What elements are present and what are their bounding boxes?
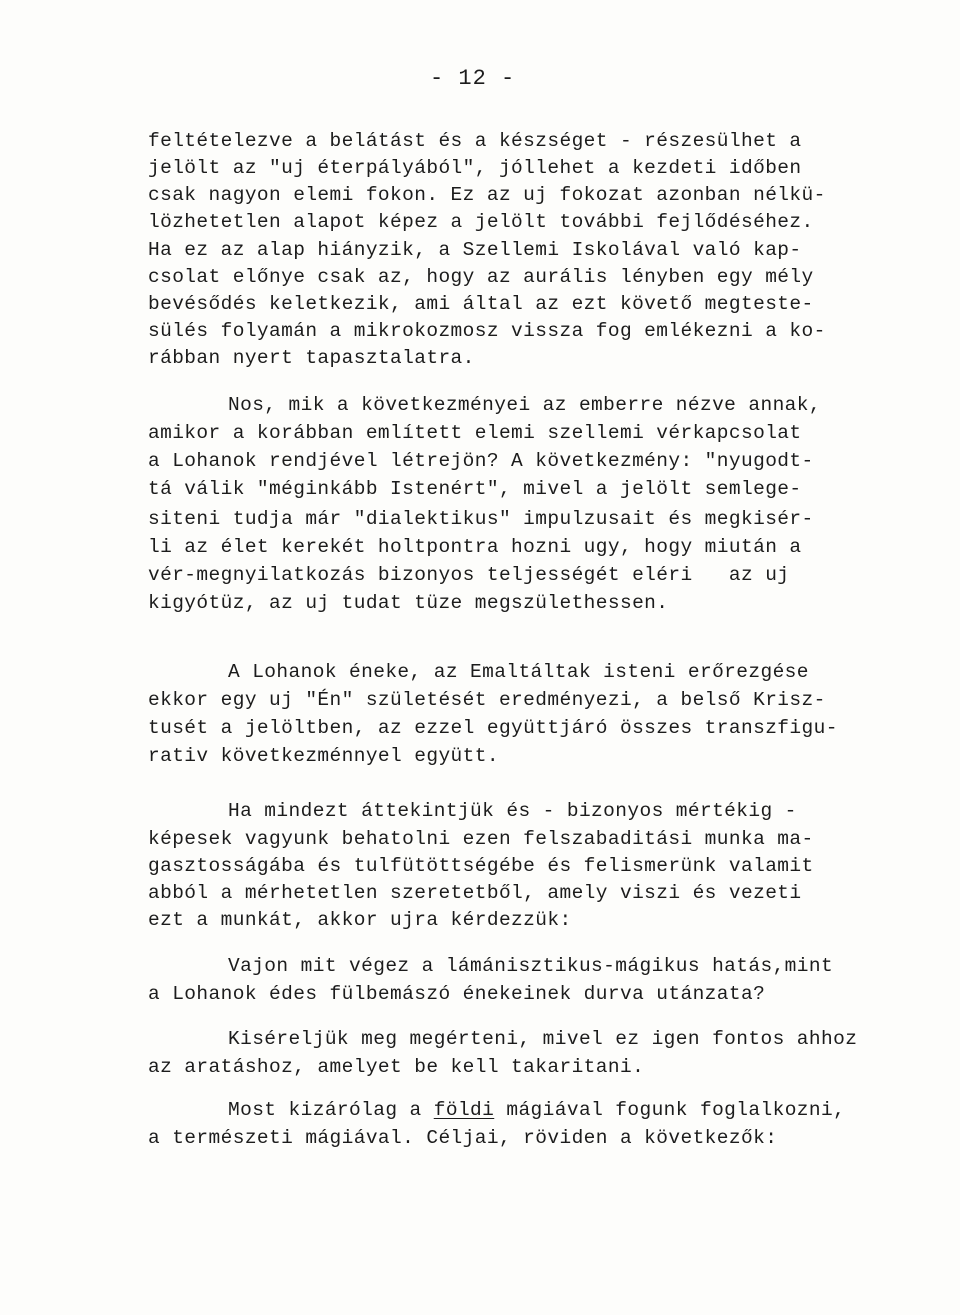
text-line: képesek vagyunk behatolni ezen felszabaditási munka ma- [148,828,814,850]
text-line: ezt a munkát, akkor ujra kérdezzük: [148,909,572,931]
text-line: bevésődés keletkezik, ami által az ezt követő megteste- [148,293,814,315]
text-line: tá válik "méginkább Istenért", mivel a jelölt semlege- [148,478,802,500]
text-line: kigyótüz, az uj tudat tüze megszülethessen. [148,592,669,614]
text-line: jelölt az "uj éterpályából", jóllehet a kezdeti időben [148,157,802,179]
text-line: lözhetetlen alapot képez a jelölt további fejlődéséhez. [148,211,814,233]
text-line: gasztosságába és tulfütöttségébe és felismerünk valamit [148,855,814,877]
text-line: siteni tudja már "dialektikus" impulzusait és megkisér- [148,508,814,530]
text-line: rábban nyert tapasztalatra. [148,347,475,369]
text-line: li az élet kerekét holtpontra hozni ugy, hogy miután a [148,536,802,558]
text-line: A Lohanok éneke, az Emaltáltak isteni erőrezgése [228,661,809,683]
text-line: Kiséreljük meg megérteni, mivel ez igen fontos ahhoz [228,1028,858,1050]
text-line: az aratáshoz, amelyet be kell takaritani. [148,1056,645,1078]
text-line: tusét a jelöltben, az ezzel együttjáró összes transzfigu- [148,717,838,739]
text-line: csak nagyon elemi fokon. Ez az uj fokozat azonban nélkü- [148,184,826,206]
text-line: sülés folyamán a mikrokozmosz vissza fog emlékezni a ko- [148,320,826,342]
page-number: - 12 - [430,66,516,91]
text-line: ekkor egy uj "Én" születését eredményezi, a belső Krisz- [148,689,826,711]
text-line: a Lohanok édes fülbemászó énekeinek durva utánzata? [148,983,766,1005]
text-line: Ha ez az alap hiányzik, a Szellemi Iskolával való kap- [148,239,802,261]
text-line: a természeti mágiával. Céljai, röviden a következők: [148,1127,778,1149]
text-run: Most kizárólag a [228,1099,434,1121]
text-run: mágiával fogunk foglalkozni, [494,1099,846,1121]
text-line: rativ következménnyel együtt. [148,745,499,767]
text-line: Vajon mit végez a lámánisztikus-mágikus hatás,mint [228,955,834,977]
text-line: a Lohanok rendjével létrejön? A következmény: "nyugodt- [148,450,814,472]
text-line: csolat előnye csak az, hogy az aurális lényben egy mély [148,266,814,288]
underlined-word: földi [433,1099,495,1121]
text-line: vér-megnyilatkozás bizonyos teljességét eléri az uj [148,564,790,586]
text-line: Nos, mik a következményei az emberre nézve annak, [228,394,821,416]
text-line [228,1097,845,1123]
text-line: Ha mindezt áttekintjük és - bizonyos mértékig - [228,800,797,822]
text-line: abból a mérhetetlen szeretetből, amely viszi és vezeti [148,882,802,904]
text-line: amikor a korábban említett elemi szellemi vérkapcsolat [148,422,802,444]
text-line: feltételezve a belátást és a készséget - részesülhet a [148,130,802,152]
